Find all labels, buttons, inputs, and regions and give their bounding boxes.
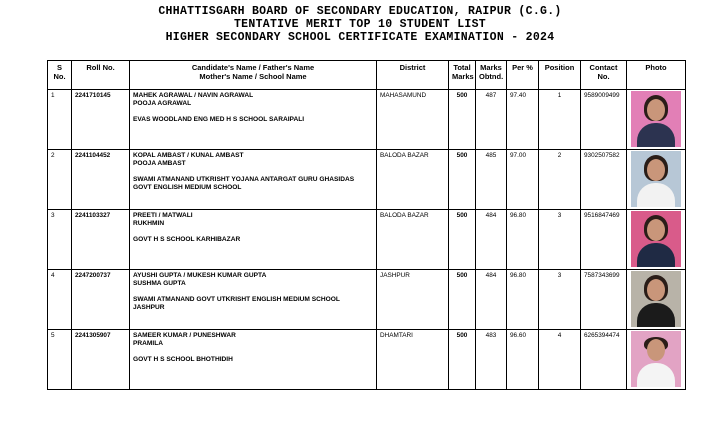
total-cell: 500 — [449, 270, 476, 330]
sno-cell: 4 — [48, 270, 72, 330]
candidate-name: KOPAL AMBAST / KUNAL AMBAST — [133, 152, 244, 159]
district-cell: MAHASAMUND — [377, 90, 449, 150]
board-title: CHHATTISGARH BOARD OF SECONDARY EDUCATION, RAIPUR (C.G.) — [158, 5, 562, 18]
table-header-row — [48, 61, 686, 90]
sno-cell: 1 — [48, 90, 72, 150]
col-percent: Per % — [507, 61, 539, 90]
total-cell: 500 — [449, 330, 476, 390]
position-cell: 4 — [539, 330, 581, 390]
position-cell: 1 — [539, 90, 581, 150]
roll-cell: 2241710145 — [72, 90, 130, 150]
col-obtained-line1: Marks — [480, 63, 502, 72]
candidate-name: SAMEER KUMAR / PUNESHWAR — [133, 332, 236, 339]
candidate-cell — [130, 270, 377, 330]
total-cell: 500 — [449, 150, 476, 210]
col-candidate-line1: Candidate's Name / Father's Name — [191, 63, 315, 72]
table-row — [48, 270, 686, 330]
table-row — [48, 210, 686, 270]
student-photo — [631, 151, 681, 207]
roll-cell: 2241103327 — [72, 210, 130, 270]
mother-name: SUSHMA GUPTA — [133, 280, 186, 287]
mother-name: PRAMILA — [133, 340, 164, 347]
student-photo — [631, 331, 681, 387]
col-sno: S No. — [48, 61, 72, 90]
photo-cell — [627, 150, 686, 210]
district-cell: BALODA BAZAR — [377, 210, 449, 270]
obtained-cell: 483 — [476, 330, 507, 390]
col-district: District — [377, 61, 449, 90]
merit-table — [47, 60, 686, 390]
school-name: GOVT H S SCHOOL BHOTHIDIH — [133, 356, 233, 363]
district-cell: DHAMTARI — [377, 330, 449, 390]
col-candidate-line2: Mother's Name / School Name — [199, 72, 307, 81]
col-contact-line1: Contact — [589, 63, 618, 72]
photo-cell — [627, 330, 686, 390]
roll-cell: 2241104452 — [72, 150, 130, 210]
percent-cell: 96.80 — [507, 210, 539, 270]
contact-cell: 7587343699 — [581, 270, 627, 330]
obtained-cell: 484 — [476, 210, 507, 270]
col-obtained — [476, 61, 507, 90]
school-name: SWAMI ATMANAND GOVT UTKRISHT ENGLISH MEDIUM SCHOOL JASHPUR — [133, 296, 340, 311]
sno-cell: 2 — [48, 150, 72, 210]
candidate-cell — [130, 210, 377, 270]
list-title: TENTATIVE MERIT TOP 10 STUDENT LIST — [233, 18, 487, 31]
district-cell: JASHPUR — [377, 270, 449, 330]
sno-cell: 5 — [48, 330, 72, 390]
photo-cell — [627, 90, 686, 150]
roll-cell: 2241305907 — [72, 330, 130, 390]
candidate-name: MAHEK AGRAWAL / NAVIN AGRAWAL — [133, 92, 254, 99]
candidate-cell — [130, 330, 377, 390]
table-row — [48, 90, 686, 150]
candidate-name: PREETI / MATWALI — [133, 212, 193, 219]
contact-cell: 6265394474 — [581, 330, 627, 390]
candidate-name: AYUSHI GUPTA / MUKESH KUMAR GUPTA — [133, 272, 267, 279]
position-cell: 3 — [539, 270, 581, 330]
table-row — [48, 150, 686, 210]
obtained-cell: 484 — [476, 270, 507, 330]
col-total — [449, 61, 476, 90]
position-cell: 2 — [539, 150, 581, 210]
col-roll: Roll No. — [72, 61, 130, 90]
mother-name: RUKHMIN — [133, 220, 165, 227]
col-contact-line2: No. — [597, 72, 610, 81]
col-candidate — [130, 61, 377, 90]
total-cell: 500 — [449, 90, 476, 150]
candidate-cell — [130, 150, 377, 210]
contact-cell: 9516847469 — [581, 210, 627, 270]
school-name: GOVT H S SCHOOL KARHIBAZAR — [133, 236, 241, 243]
mother-name: POOJA AGRAWAL — [133, 100, 192, 107]
sno-cell: 3 — [48, 210, 72, 270]
position-cell: 3 — [539, 210, 581, 270]
total-cell: 500 — [449, 210, 476, 270]
obtained-cell: 485 — [476, 150, 507, 210]
percent-cell: 97.40 — [507, 90, 539, 150]
roll-cell: 2247200737 — [72, 270, 130, 330]
contact-cell: 9589009499 — [581, 90, 627, 150]
percent-cell: 96.80 — [507, 270, 539, 330]
school-name: EVAS WOODLAND ENG MED H S SCHOOL SARAIPALI — [133, 116, 305, 123]
obtained-cell: 487 — [476, 90, 507, 150]
table-row — [48, 330, 686, 390]
col-position: Position — [539, 61, 581, 90]
student-photo — [631, 211, 681, 267]
contact-cell: 9302507582 — [581, 150, 627, 210]
col-obtained-line2: Obtnd. — [479, 72, 504, 81]
col-total-line1: Total — [453, 63, 471, 72]
school-name: SWAMI ATMANAND UTKRISHT YOJANA ANTARGAT GURU GHASIDAS GOVT ENGLISH MEDIUM SCHOOL — [133, 176, 355, 191]
mother-name: POOJA AMBAST — [133, 160, 186, 167]
exam-title: HIGHER SECONDARY SCHOOL CERTIFICATE EXAMINATION - 2024 — [165, 31, 555, 44]
photo-cell — [627, 270, 686, 330]
col-contact — [581, 61, 627, 90]
col-photo: Photo — [627, 61, 686, 90]
percent-cell: 96.60 — [507, 330, 539, 390]
district-cell: BALODA BAZAR — [377, 150, 449, 210]
candidate-cell — [130, 90, 377, 150]
percent-cell: 97.00 — [507, 150, 539, 210]
photo-cell — [627, 210, 686, 270]
student-photo — [631, 271, 681, 327]
student-photo — [631, 91, 681, 147]
col-total-line2: Marks — [452, 72, 474, 81]
